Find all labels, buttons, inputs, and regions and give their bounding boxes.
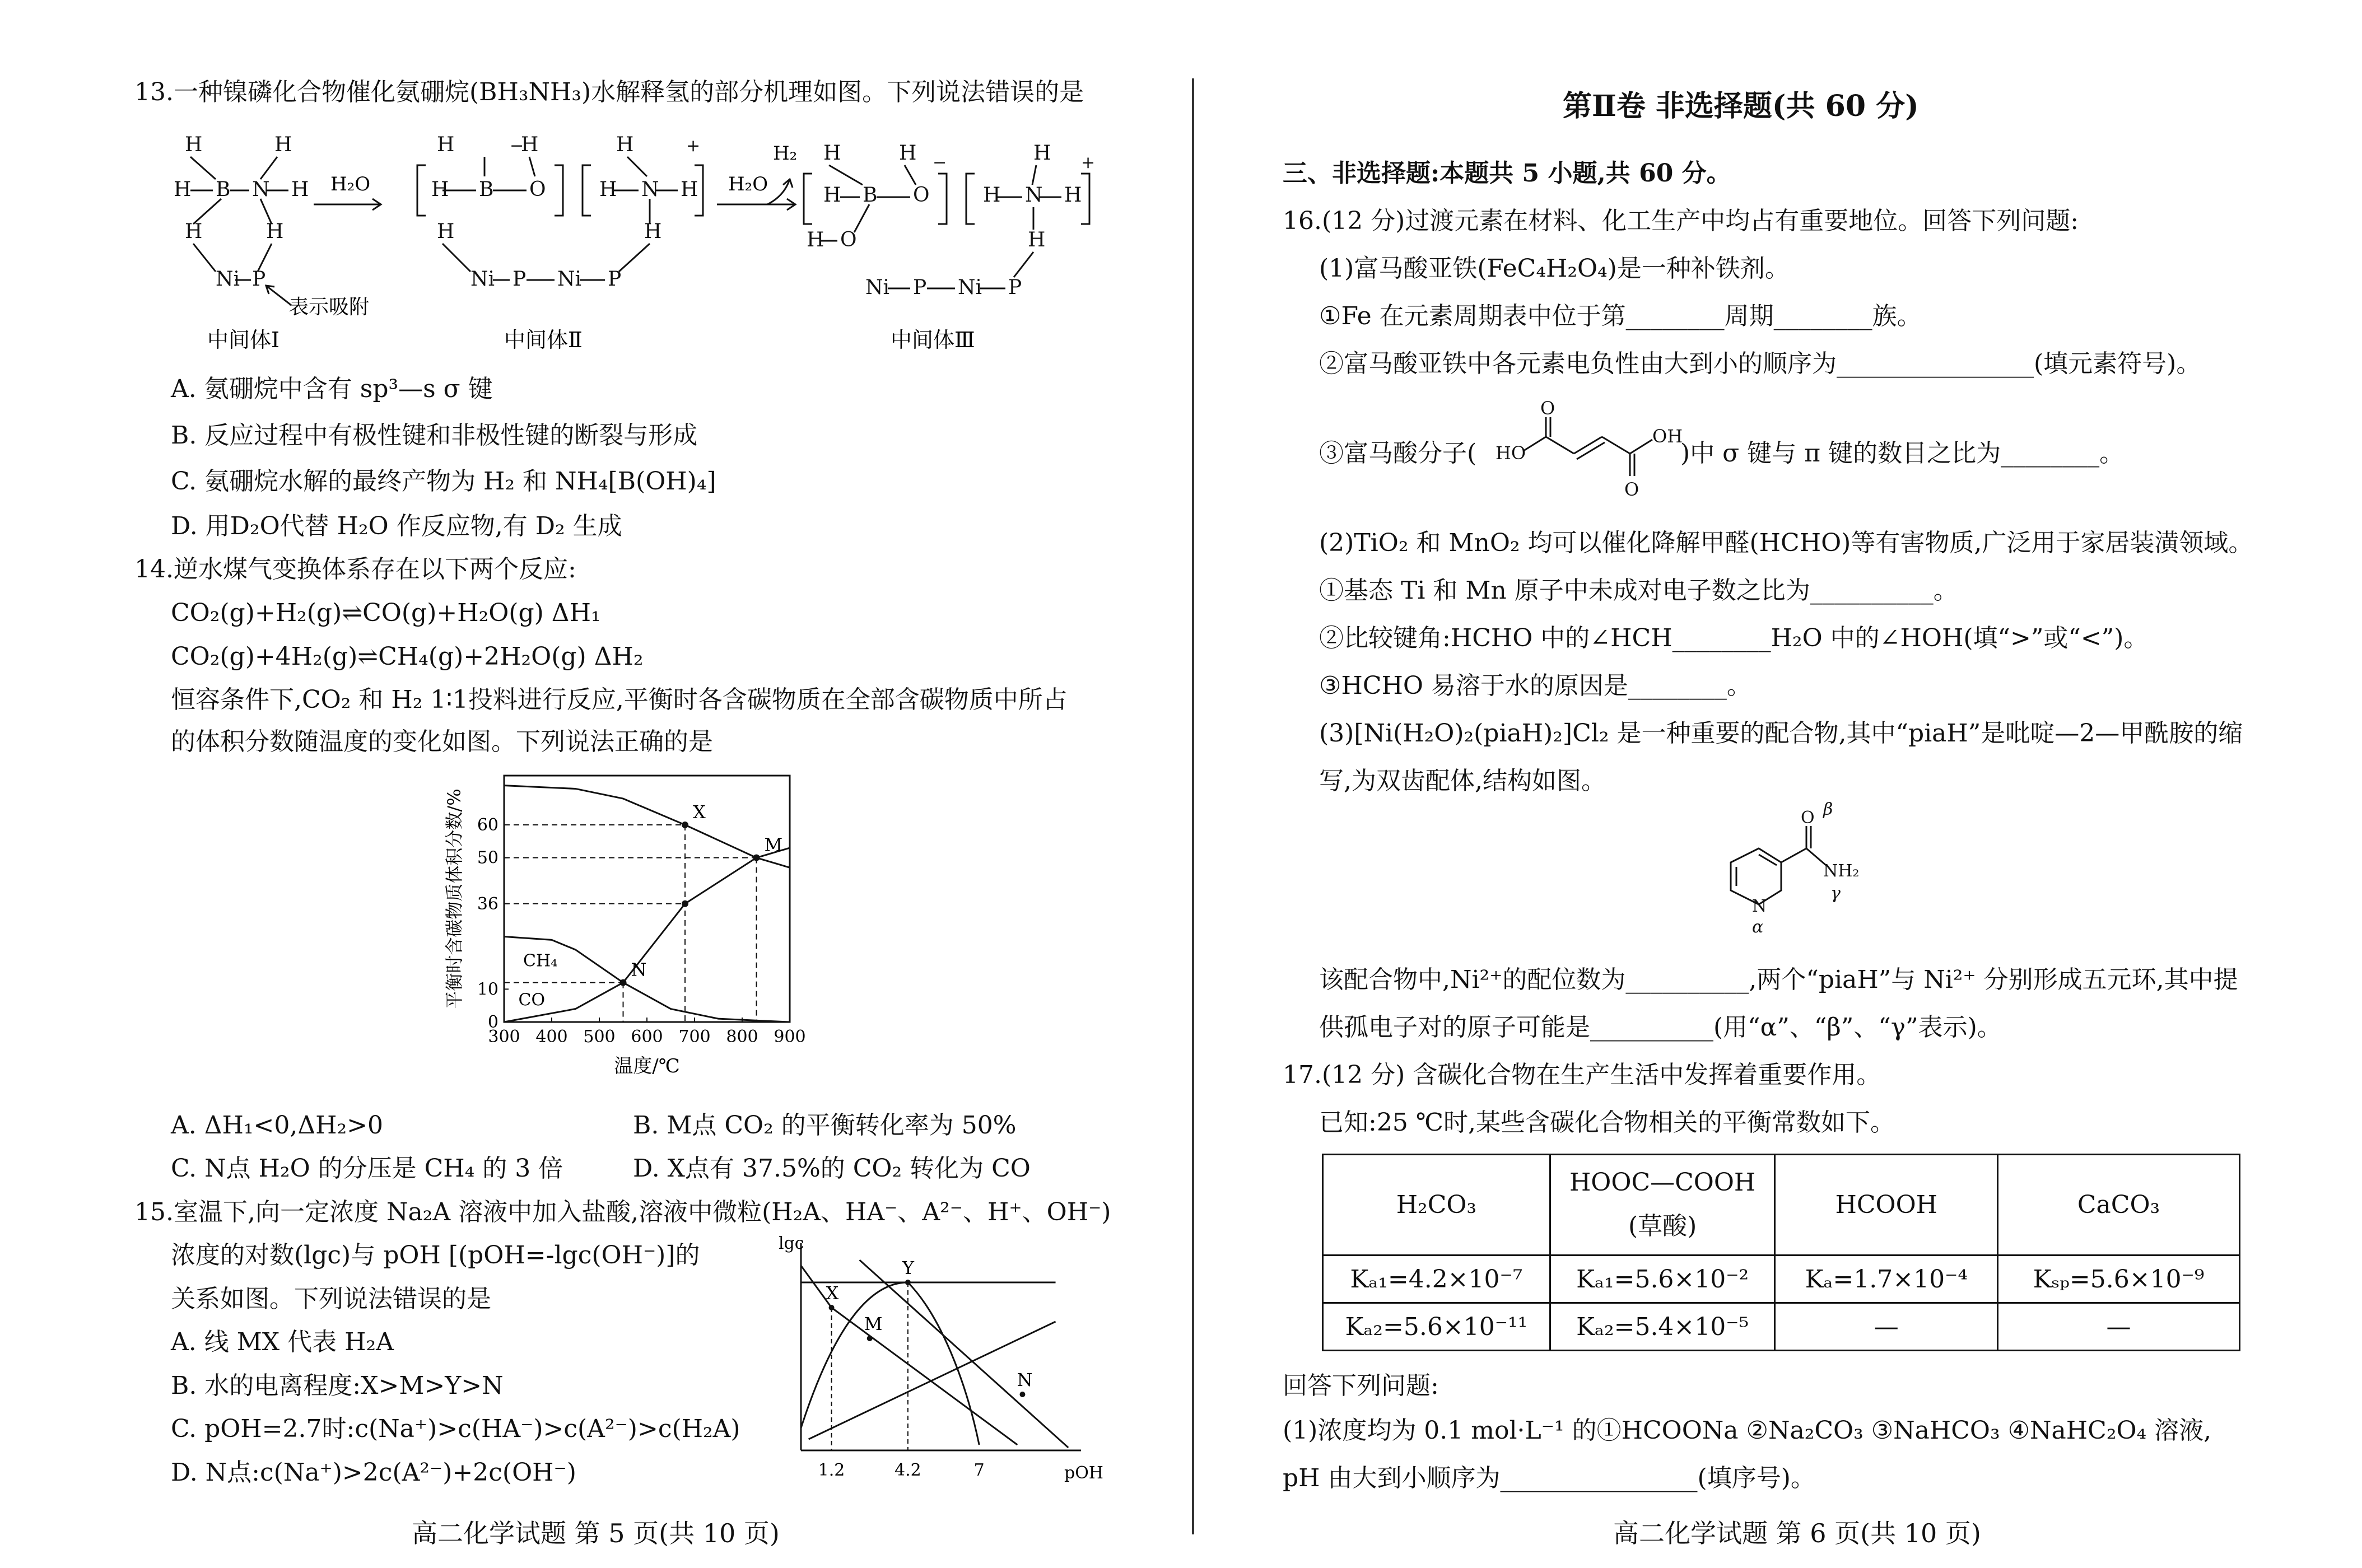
svg-text:H: H bbox=[431, 178, 449, 201]
q14-reaction-1: CO₂(g)+H₂(g)⇌CO(g)+H₂O(g) ΔH₁ bbox=[171, 599, 601, 627]
q14-stem: 14.逆水煤气变换体系存在以下两个反应: bbox=[134, 555, 576, 584]
q13-option-d: D. 用D₂O代替 H₂O 作反应物,有 D₂ 生成 bbox=[171, 512, 622, 540]
series-line-1 bbox=[504, 936, 790, 1022]
y-axis-label: lgc bbox=[779, 1234, 804, 1253]
svg-text:B: B bbox=[863, 184, 878, 207]
q16-p1c-pre: ③富马酸分子( bbox=[1319, 439, 1477, 468]
q16-p3d: 供孤电子对的原子可能是__________(用“α”、“β”、“γ”表示)。 bbox=[1319, 1013, 2002, 1042]
q16-p2b: ②比较键角:HCHO 中的∠HCH________H₂O 中的∠HOH(填“>”或“<”)。 bbox=[1319, 624, 2149, 652]
y-tick-label: 10 bbox=[477, 979, 499, 1000]
q17-p1: (1)浓度均为 0.1 mol·L⁻¹ 的①HCOONa ②Na₂CO₃ ③NaHCO₃ ④NaHC₂O₄ 溶液, bbox=[1283, 1416, 2212, 1445]
intermediate-2-label: 中间体Ⅱ bbox=[504, 328, 583, 352]
x-tick-label: 4.2 bbox=[895, 1460, 921, 1480]
svg-text:P: P bbox=[608, 268, 622, 291]
section-title: 第Ⅱ卷 非选择题(共 60 分) bbox=[1563, 89, 1919, 123]
svg-text:H: H bbox=[174, 178, 192, 201]
poh-chart bbox=[767, 1226, 1103, 1484]
q16-p3c: 该配合物中,Ni²⁺的配位数为__________,两个“piaH”与 Ni²⁺ 分别形成五元环,其中提 bbox=[1319, 965, 2238, 994]
mechanism-figure bbox=[162, 134, 1115, 358]
page-divider bbox=[1192, 78, 1194, 1534]
svg-text:P: P bbox=[252, 268, 266, 291]
svg-text:H: H bbox=[274, 133, 292, 156]
x-axis-label: pOH bbox=[1064, 1463, 1103, 1483]
svg-text:O: O bbox=[529, 178, 546, 201]
point-N bbox=[1019, 1392, 1025, 1397]
svg-text:N: N bbox=[641, 178, 659, 201]
svg-text:−: − bbox=[510, 136, 524, 156]
q14-option-b: B. M点 CO₂ 的平衡转化率为 50% bbox=[633, 1111, 1017, 1140]
table-header-cell: HCOOH bbox=[1775, 1155, 1998, 1256]
h2-label: H₂ bbox=[773, 142, 798, 165]
point-label-M: M bbox=[864, 1313, 883, 1334]
y-tick-label: 0 bbox=[487, 1012, 499, 1032]
table-cell: Kₐ=1.7×10⁻⁴ bbox=[1775, 1256, 1998, 1303]
q15-option-b: B. 水的电离程度:X>M>Y>N bbox=[171, 1371, 504, 1400]
svg-text:O: O bbox=[840, 228, 857, 251]
fumaric-acid-structure bbox=[1484, 398, 1697, 510]
svg-text:O: O bbox=[913, 184, 930, 207]
q16-p1a: ①Fe 在元素周期表中位于第________周期________族。 bbox=[1319, 302, 1922, 330]
q16-p2: (2)TiO₂ 和 MnO₂ 均可以催化降解甲醛(HCHO)等有害物质,广泛用于家居装潢领域。 bbox=[1319, 529, 2253, 557]
table-row bbox=[1323, 1303, 2240, 1351]
svg-text:H: H bbox=[616, 133, 634, 156]
q16-p3b: 写,为双齿配体,结构如图。 bbox=[1319, 767, 1606, 795]
point-Y bbox=[905, 1280, 911, 1285]
piah-alpha: α bbox=[1752, 917, 1764, 937]
svg-text:P: P bbox=[1008, 276, 1022, 299]
y-axis-label: 平衡时含碳物质体积分数/% bbox=[444, 788, 465, 1009]
series-label-ch4: CH₄ bbox=[523, 951, 558, 971]
point-co-36 bbox=[682, 900, 688, 907]
q14-desc-2: 的体积分数随温度的变化如图。下列说法正确的是 bbox=[171, 727, 713, 756]
svg-text:H: H bbox=[983, 184, 1001, 207]
svg-text:Ni: Ni bbox=[958, 276, 982, 299]
table-cell: Kₐ₁=5.6×10⁻² bbox=[1550, 1256, 1775, 1303]
q17-known: 已知:25 ℃时,某些含碳化合物相关的平衡常数如下。 bbox=[1319, 1108, 1895, 1137]
point-label-N: N bbox=[631, 959, 647, 981]
x-tick-label: 800 bbox=[726, 1027, 758, 1047]
line-h bbox=[860, 1260, 1069, 1448]
svg-text:H: H bbox=[899, 142, 917, 165]
svg-text:H: H bbox=[599, 178, 617, 201]
plot-frame bbox=[504, 776, 790, 1022]
table-cell: Kₛₚ=5.6×10⁻⁹ bbox=[1998, 1256, 2240, 1303]
piah-n: N bbox=[1752, 897, 1767, 916]
q16-p1b: ②富马酸亚铁中各元素电负性由大到小的顺序为________________(填元素符号)。 bbox=[1319, 349, 2201, 378]
q15-option-d: D. N点:c(Na⁺)>2c(A²⁻)+2c(OH⁻) bbox=[171, 1458, 576, 1487]
section-3-heading: 三、非选择题:本题共 5 小题,共 60 分。 bbox=[1283, 159, 1731, 188]
point-X bbox=[829, 1305, 835, 1310]
svg-text:+: + bbox=[1081, 153, 1096, 172]
table-header-cell: CaCO₃ bbox=[1998, 1155, 2240, 1256]
svg-text:H: H bbox=[266, 220, 284, 243]
y-tick-label: 50 bbox=[477, 848, 499, 868]
point-label-M: M bbox=[764, 834, 783, 856]
q16-stem: 16.(12 分)过渡元素在材料、化工生产中均占有重要地位。回答下列问题: bbox=[1283, 207, 2079, 235]
x-tick-label: 300 bbox=[488, 1027, 520, 1047]
piah-beta: β bbox=[1823, 800, 1833, 819]
table-cell: Kₐ₂=5.4×10⁻⁵ bbox=[1550, 1303, 1775, 1351]
q17-p1b: pH 由大到小顺序为________________(填序号)。 bbox=[1283, 1464, 1815, 1492]
x-tick-label: 600 bbox=[631, 1027, 663, 1047]
svg-text:B: B bbox=[479, 178, 494, 201]
point-label-Y: Y bbox=[902, 1257, 915, 1278]
oxalic-formula: HOOC—COOH bbox=[1569, 1168, 1756, 1197]
point-M bbox=[753, 855, 760, 861]
intermediate-1-label: 中间体Ⅰ bbox=[207, 328, 280, 352]
y-tick-label: 60 bbox=[477, 815, 499, 835]
fumaric-o-2: O bbox=[1624, 479, 1639, 500]
point-X bbox=[682, 822, 688, 828]
piah-structure bbox=[1697, 800, 1876, 946]
svg-text:N: N bbox=[1025, 184, 1043, 207]
intermediate-3-label: 中间体Ⅲ bbox=[891, 328, 975, 352]
table-row bbox=[1323, 1256, 2240, 1303]
piah-gamma: γ bbox=[1830, 884, 1841, 903]
svg-text:Ni: Ni bbox=[557, 268, 582, 291]
h2o-label-1: H₂O bbox=[330, 173, 371, 195]
left-footer: 高二化学试题 第 5 页(共 10 页) bbox=[412, 1518, 780, 1548]
q15-stem-2: 浓度的对数(lgc)与 pOH [(pOH=-lgc(OH⁻)]的 bbox=[171, 1241, 700, 1270]
svg-text:−: − bbox=[933, 153, 947, 172]
q15-stem: 15.室温下,向一定浓度 Na₂A 溶液中加入盐酸,溶液中微粒(H₂A、HA⁻、A²⁻、H⁺、OH⁻) bbox=[134, 1198, 1111, 1226]
point-N bbox=[620, 979, 627, 986]
svg-text:H: H bbox=[521, 133, 539, 156]
svg-text:P: P bbox=[513, 268, 527, 291]
table-cell: — bbox=[1775, 1303, 1998, 1351]
svg-text:H: H bbox=[185, 220, 203, 243]
svg-text:H: H bbox=[1064, 184, 1082, 207]
fumaric-oh: OH bbox=[1652, 426, 1683, 447]
y-tick-label: 36 bbox=[477, 894, 499, 914]
constants-table bbox=[1322, 1154, 2240, 1351]
q14-desc-1: 恒容条件下,CO₂ 和 H₂ 1∶1投料进行反应,平衡时各含碳物质在全部含碳物质中所占 bbox=[171, 685, 1068, 714]
point-label-N: N bbox=[1017, 1369, 1033, 1390]
piah-nh2: NH₂ bbox=[1823, 861, 1860, 881]
svg-text:P: P bbox=[913, 276, 927, 299]
q16-p1: (1)富马酸亚铁(FeC₄H₂O₄)是一种补铁剂。 bbox=[1319, 254, 1790, 283]
svg-text:H: H bbox=[291, 178, 309, 201]
svg-text:H: H bbox=[437, 133, 455, 156]
series-line-0 bbox=[504, 786, 790, 868]
svg-text:H: H bbox=[1033, 142, 1051, 165]
table-cell: — bbox=[1998, 1303, 2240, 1351]
table-cell: Kₐ₂=5.6×10⁻¹¹ bbox=[1323, 1303, 1550, 1351]
q13-option-a: A. 氨硼烷中含有 sp³—s σ 键 bbox=[171, 375, 493, 403]
x-tick-label: 400 bbox=[535, 1027, 568, 1047]
q13-option-b: B. 反应过程中有极性键和非极性键的断裂与形成 bbox=[171, 421, 698, 450]
q13-option-c: C. 氨硼烷水解的最终产物为 H₂ 和 NH₄[B(OH)₄] bbox=[171, 467, 716, 496]
table-cell: Kₐ₁=4.2×10⁻⁷ bbox=[1323, 1256, 1550, 1303]
q16-p2c: ③HCHO 易溶于水的原因是________。 bbox=[1319, 671, 1751, 700]
q14-option-d: D. X点有 37.5%的 CO₂ 转化为 CO bbox=[633, 1154, 1031, 1183]
right-footer: 高二化学试题 第 6 页(共 10 页) bbox=[1613, 1518, 1981, 1548]
q13-stem: 13.一种镍磷化合物催化氨硼烷(BH₃NH₃)水解释氢的部分机理如图。下列说法错误的是 bbox=[134, 78, 1084, 106]
adsorb-label: 表示吸附 bbox=[288, 296, 370, 319]
q15-option-a: A. 线 MX 代表 H₂A bbox=[171, 1328, 394, 1356]
q16-p2a: ①基态 Ti 和 Mn 原子中未成对电子数之比为__________。 bbox=[1319, 576, 1958, 605]
q16-p1c-post: )中 σ 键与 π 键的数目之比为________。 bbox=[1680, 439, 2125, 468]
fumaric-o-1: O bbox=[1540, 398, 1555, 419]
point-label-X: X bbox=[826, 1282, 839, 1304]
svg-text:Ni: Ni bbox=[865, 276, 890, 299]
table-header-row bbox=[1323, 1155, 2240, 1256]
point-label-X: X bbox=[693, 801, 706, 823]
q14-option-c: C. N点 H₂O 的分压是 CH₄ 的 3 倍 bbox=[171, 1154, 563, 1183]
svg-text:H: H bbox=[185, 133, 203, 156]
x-tick-label: 500 bbox=[583, 1027, 616, 1047]
piah-o: O bbox=[1801, 808, 1815, 828]
svg-text:H: H bbox=[1028, 228, 1046, 251]
q15-stem-3: 关系如图。下列说法错误的是 bbox=[171, 1285, 491, 1313]
line-ha bbox=[801, 1282, 1056, 1428]
q17-answer-prompt: 回答下列问题: bbox=[1283, 1371, 1439, 1400]
svg-text:H: H bbox=[644, 220, 662, 243]
line-a2 bbox=[801, 1282, 979, 1445]
svg-text:N: N bbox=[252, 178, 270, 201]
x-tick-label: 7 bbox=[973, 1460, 985, 1480]
fumaric-ho: HO bbox=[1496, 442, 1526, 464]
svg-text:H: H bbox=[681, 178, 698, 201]
svg-text:H: H bbox=[823, 184, 841, 207]
svg-text:B: B bbox=[216, 178, 231, 201]
point-M bbox=[867, 1336, 873, 1341]
x-tick-label: 700 bbox=[678, 1027, 711, 1047]
svg-text:Ni: Ni bbox=[216, 268, 240, 291]
x-axis-label: 温度/℃ bbox=[614, 1055, 680, 1077]
svg-text:+: + bbox=[686, 136, 701, 156]
svg-text:H: H bbox=[437, 220, 455, 243]
h2o-label-2: H₂O bbox=[728, 173, 768, 195]
q16-p3: (3)[Ni(H₂O)₂(piaH)₂]Cl₂ 是一种重要的配合物,其中“piaH”是吡啶—2—甲酰胺的缩 bbox=[1319, 719, 2243, 748]
q17-stem: 17.(12 分) 含碳化合物在生产生活中发挥着重要作用。 bbox=[1283, 1061, 1881, 1089]
x-tick-label: 900 bbox=[774, 1027, 806, 1047]
q14-reaction-2: CO₂(g)+4H₂(g)⇌CH₄(g)+2H₂O(g) ΔH₂ bbox=[171, 642, 644, 671]
temperature-chart bbox=[431, 767, 835, 1092]
table-header-cell bbox=[1550, 1155, 1775, 1256]
svg-text:H: H bbox=[807, 228, 824, 251]
q15-option-c: C. pOH=2.7时:c(Na⁺)>c(HA⁻)>c(A²⁻)>c(H₂A) bbox=[171, 1415, 740, 1443]
x-tick-label: 1.2 bbox=[818, 1460, 845, 1480]
svg-text:Ni: Ni bbox=[470, 268, 495, 291]
svg-text:H: H bbox=[823, 142, 841, 165]
series-label-co: CO bbox=[518, 990, 546, 1010]
oxalic-note: (草酸) bbox=[1628, 1212, 1697, 1240]
table-header-cell: H₂CO₃ bbox=[1323, 1155, 1550, 1256]
q14-option-a: A. ΔH₁<0,ΔH₂>0 bbox=[171, 1111, 384, 1140]
